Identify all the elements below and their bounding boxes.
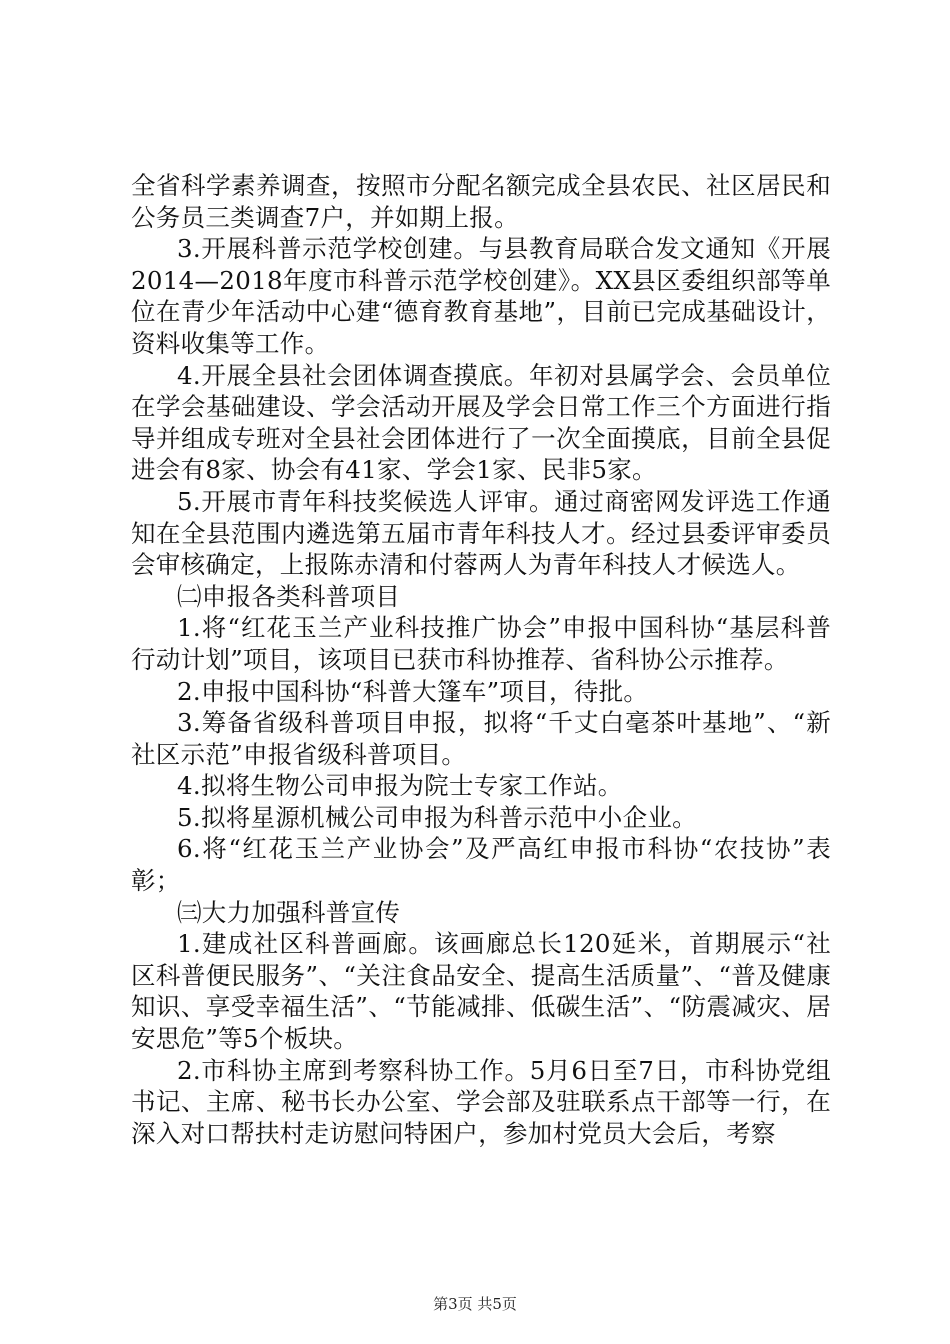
- section-heading-3: ㈢大力加强科普宣传: [177, 897, 401, 927]
- paragraph-project-2: 2.申报中国科协“科普大篷车”项目，待批。: [177, 676, 649, 706]
- paragraph-continued: 全省科学素养调查，按照市分配名额完成全县农民、社区居民和公务员三类调查7户，并如期上报。: [131, 171, 831, 232]
- paragraph-project-1: 1.将“红花玉兰产业科技推广协会”申报中国科协“基层科普行动计划”项目，该项目已获市科协推荐、省科协公示推荐。: [131, 613, 831, 674]
- paragraph-item-4-social-groups: 4.开展全县社会团体调查摸底。年初对县属学会、会员单位在学会基础建设、学会活动开展及学会日常工作三个方面进行指导并组成专班对全县社会团体进行了一次全面摸底，目前全县促进会有8家、协会有41家、学会1家、民非5家。: [131, 360, 831, 485]
- paragraph-item-3-science-school: 3.开展科普示范学校创建。与县教育局联合发文通知《开展2014—2018年度市科普示范学校创建》。XX县区委组织部等单位在青少年活动中心建“德育教育基地”，目前已完成基础设计，资料收集等工作。: [131, 234, 831, 358]
- section-heading-2: ㈡申报各类科普项目: [177, 581, 401, 611]
- paragraph-publicity-1: 1.建成社区科普画廊。该画廊总长120延米，首期展示“社区科普便民服务”、“关注食品安全、提高生活质量”、“普及健康知识、享受幸福生活”、“节能减排、低碳生活”、“防震减灾、居安思危”等5个板块。: [131, 929, 831, 1054]
- paragraph-item-5-youth-award: 5.开展市青年科技奖候选人评审。通过商密网发评选工作通知在全县范围内遴选第五届市青年科技人才。经过县委评审委员会审核确定，上报陈赤清和付蓉两人为青年科技人才候选人。: [131, 486, 831, 580]
- paragraph-project-4: 4.拟将生物公司申报为院士专家工作站。: [177, 771, 623, 801]
- document-body: [131, 170, 831, 1149]
- page-footer: 第3页 共5页: [433, 1295, 517, 1313]
- paragraph-project-5: 5.拟将星源机械公司申报为科普示范中小企业。: [177, 802, 697, 832]
- paragraph-project-3: 3.筹备省级科普项目申报，拟将“千丈白毫茶叶基地”、“新社区示范”申报省级科普项目。: [131, 708, 831, 769]
- paragraph-project-6: 6.将“红花玉兰产业协会”及严高红申报市科协“农技协”表彰；: [131, 834, 831, 896]
- paragraph-publicity-2: 2.市科协主席到考察科协工作。5月6日至7日，市科协党组书记、主席、秘书长办公室、学会部及驻联系点干部等一行，在深入对口帮扶村走访慰问特困户，参加村党员大会后，考察: [131, 1055, 831, 1148]
